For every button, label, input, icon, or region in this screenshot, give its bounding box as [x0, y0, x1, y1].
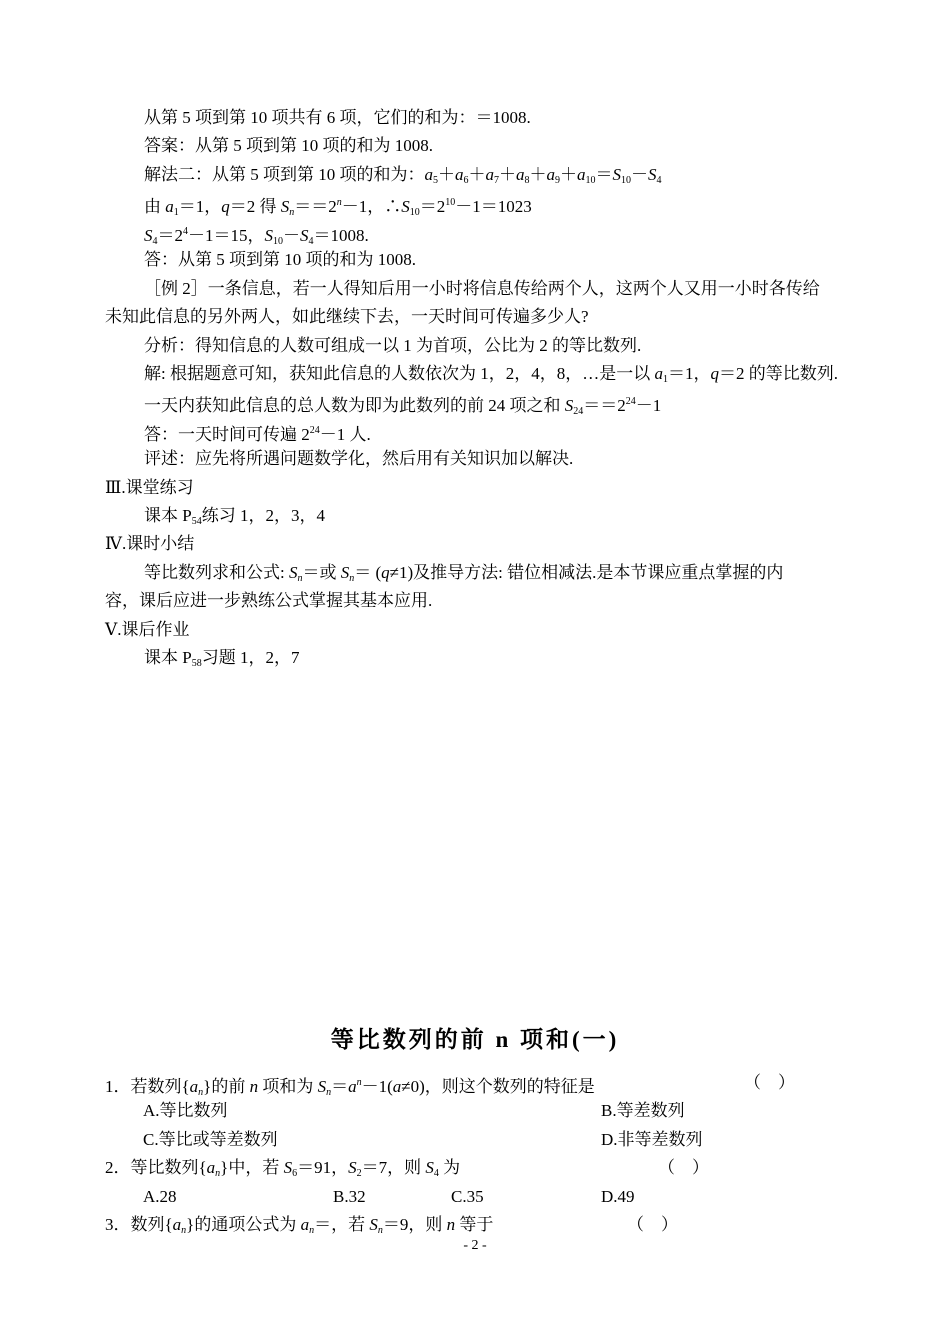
text-line: 从第 5 项到第 10 项共有 6 项，它们的和为：＝1008.	[144, 108, 531, 127]
option-b: B.32	[333, 1187, 366, 1206]
text-fragment: 答：一天时间可传遍 2	[144, 425, 310, 444]
text-line: 分析：得知信息的人数可组成一以 1 为首项，公比为 2 的等比数列.	[144, 336, 642, 355]
text-line: 等比数列求和公式: $S_n=$或 $S_n= (q\ne 1)$及推导方法: 错位相减法.是本节课应重点掌握的内	[144, 563, 784, 584]
text-fragment: 一天内获知此信息的总人数为即为此数列的前 24 项之和	[144, 396, 565, 415]
question-1: 1．若数列$\{a_n\}$的前 n 项和为 $S_n=a^n-1(a\ne 0)$，则这个数列的特征是	[105, 1077, 595, 1098]
text-fragment: 课本 P	[144, 648, 192, 667]
answer-paren: （ ）	[658, 1158, 709, 1177]
text-fragment: 解: 根据题意可知，获知此信息的人数依次为 1，2，4，8，…是一以	[144, 364, 655, 383]
text-line: $S_4=2^4-1=15$，$S_{10}-S_4=1008$.	[144, 226, 369, 247]
text-fragment: 由	[144, 197, 166, 216]
text-line: 由 $a_1=1$，q＝2 得 $S_n==2^n-1$，$\therefore S_{10}=2^{10}-1=1023$	[144, 197, 532, 218]
question-2: 2．等比数列$\{a_n\}$中，若 $S_6=91$，$S_2=7$，则 $S_4$ 为	[105, 1158, 461, 1179]
text-line: 解法二：从第 5 项到第 10 项的和为：$a_5+a_6+a_7+a_8+a_9+a_{10}=S_{10}-S_4$	[144, 165, 662, 186]
text-line: ［例 2］一条信息，若一人得知后用一小时将信息传给两个人，这两个人又用一小时各传给	[144, 279, 820, 298]
section-heading: Ⅲ.课堂练习	[105, 478, 194, 497]
option-a: A.28	[143, 1187, 177, 1206]
text-fragment: 练习 1，2，3，4	[201, 506, 325, 525]
answer-paren: （ ）	[744, 1073, 795, 1092]
subscript: 58	[191, 658, 202, 669]
text-line: 未知此信息的另外两人，如此继续下去，一天时间可传遍多少人?	[105, 307, 589, 326]
answer-paren: （ ）	[627, 1215, 678, 1234]
text-fragment: 等比数列求和公式:	[144, 563, 289, 582]
text-line	[144, 646, 299, 676]
text-fragment: 课本 P	[144, 506, 192, 525]
subscript: 54	[191, 516, 202, 527]
text-line	[144, 504, 325, 534]
question-3: 3．数列$\{a_n\}$的通项公式为 $a_n=$，若 $S_n=9$，则 n 等于	[105, 1215, 494, 1236]
option-a: A.等比数列	[143, 1101, 228, 1120]
text-line: 一天内获知此信息的总人数为即为此数列的前 24 项之和 $S_{24}==2^{24}-1$	[144, 396, 662, 417]
option-d: D.49	[601, 1187, 635, 1206]
worksheet-title: 等比数列的前 n 项和(一)	[330, 1027, 620, 1052]
text-line: 容，课后应进一步熟练公式掌握其基本应用.	[105, 591, 433, 610]
text-line: 答案：从第 5 项到第 10 项的和为 1008.	[144, 136, 433, 155]
text-line: 解: 根据题意可知，获知此信息的人数依次为 1，2，4，8，…是一以 $a_1=1$，q＝2 的等比数列.	[144, 364, 838, 385]
text-fragment: 解法二：从第 5 项到第 10 项的和为：	[144, 165, 425, 184]
section-heading: Ⅳ.课时小结	[105, 534, 195, 553]
text-line: 答：从第 5 项到第 10 项的和为 1008.	[144, 250, 416, 269]
option-b: B.等差数列	[601, 1101, 685, 1120]
option-d: D.非等差数列	[601, 1130, 703, 1149]
option-c: C.等比或等差数列	[143, 1130, 278, 1149]
text-line: 答：一天时间可传遍 $2^{24}-1$ 人.	[144, 425, 371, 444]
text-fragment: －1 人.	[319, 425, 371, 444]
section-heading: Ⅴ.课后作业	[105, 620, 190, 639]
page-number: - 2 -	[463, 1238, 487, 1253]
option-c: C.35	[451, 1187, 484, 1206]
text-line: 评述：应先将所遇问题数学化，然后用有关知识加以解决.	[144, 449, 574, 468]
text-fragment: 习题 1，2，7	[201, 648, 300, 667]
